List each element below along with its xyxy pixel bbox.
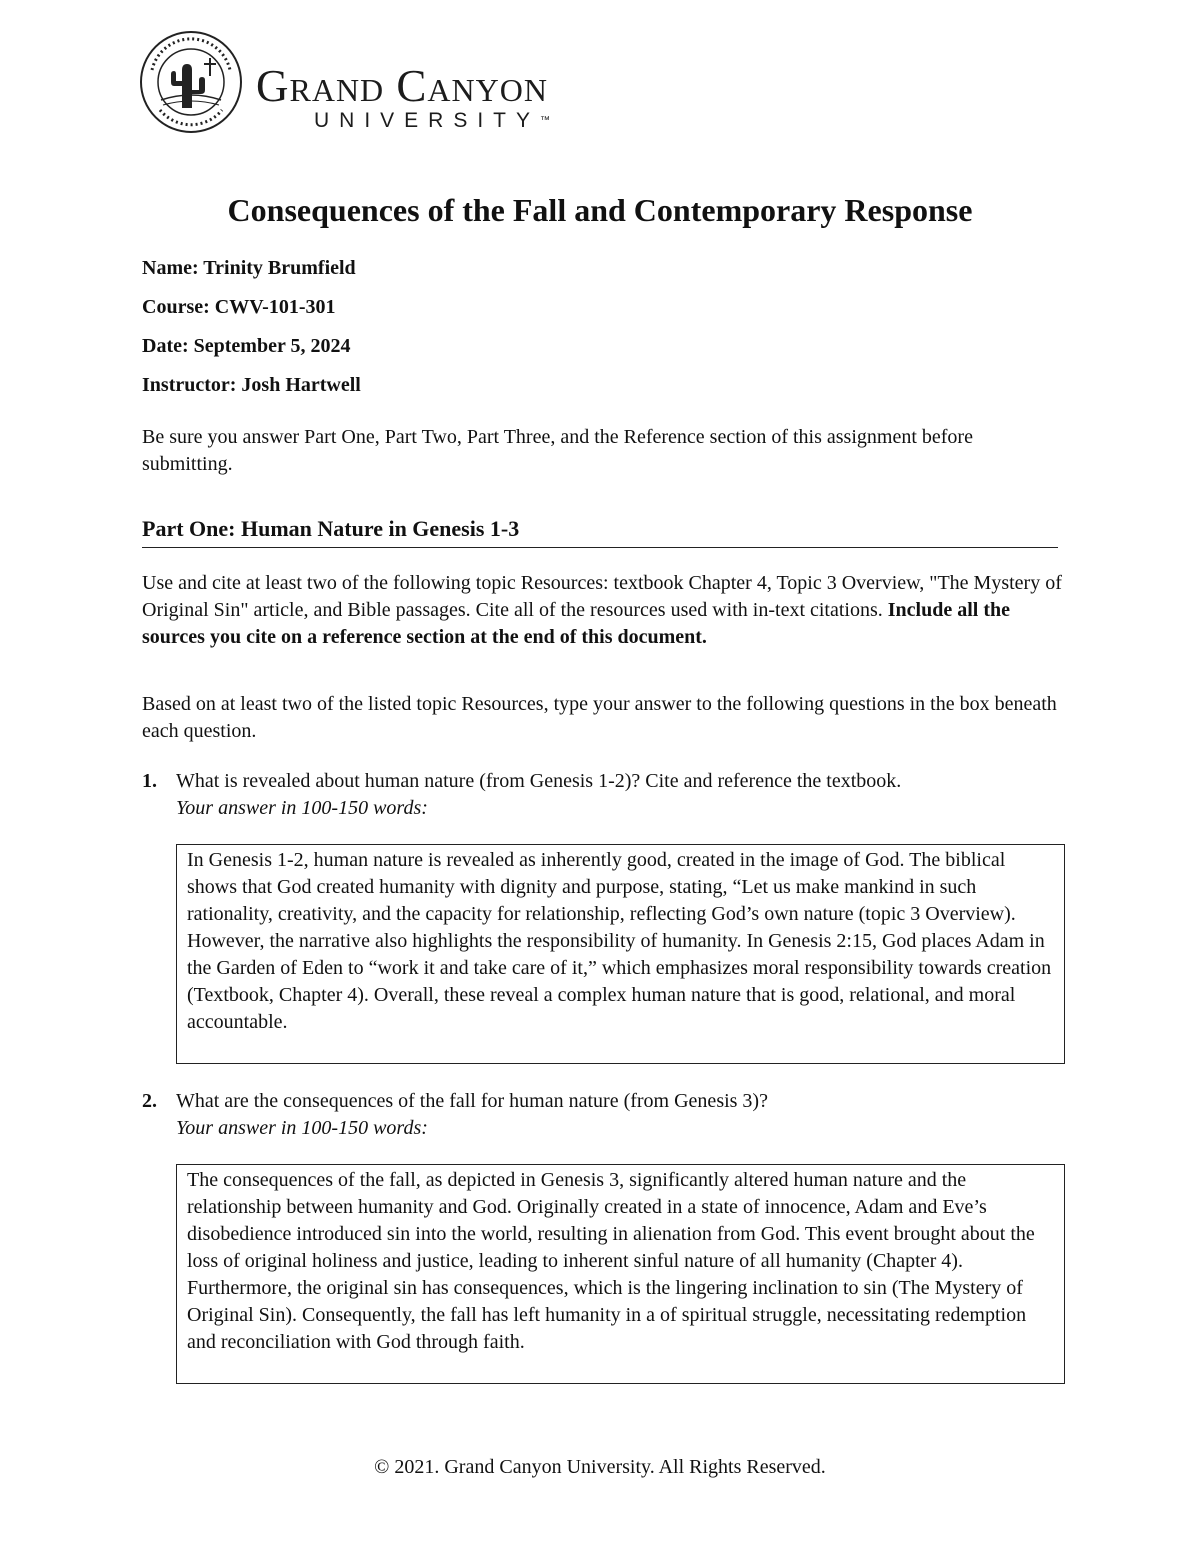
question-number: 1.: [142, 770, 157, 792]
assignment-instructions: Be sure you answer Part One, Part Two, Part Three, and the Reference section of this assignment before submitting.: [142, 426, 973, 475]
question-text: What are the consequences of the fall for human nature (from Genesis 3)?: [176, 1090, 768, 1112]
university-wordmark: [256, 61, 551, 134]
word-count-hint: Your answer in 100-150 words:: [176, 1117, 428, 1139]
resources-instructions-emphasis: Include all the sources you cite on a reference section at the end of this document.: [142, 599, 1011, 648]
student-info: [142, 255, 361, 411]
student-name: Name: Trinity Brumfield: [142, 257, 356, 279]
course-code: Course: CWV-101-301: [142, 296, 336, 318]
submission-date: Date: September 5, 2024: [142, 335, 351, 357]
university-name-line1: Grand Canyon: [256, 61, 548, 111]
document-title: Consequences of the Fall and Contemporary Response: [227, 192, 973, 228]
university-seal-icon: [138, 30, 244, 134]
question-number: 2.: [142, 1090, 157, 1112]
copyright-footer: © 2021. Grand Canyon University. All Rights Reserved.: [374, 1456, 826, 1478]
part-one-heading: Part One: Human Nature in Genesis 1-3: [142, 515, 1058, 548]
resources-instructions: [142, 570, 1062, 651]
word-count-hint: Your answer in 100-150 words:: [176, 797, 428, 819]
answer-instructions: Based on at least two of the listed topic Resources, type your answer to the following questions in the box beneath each question.: [142, 693, 1057, 742]
answer-box-1[interactable]: In Genesis 1-2, human nature is revealed as inherently good, created in the image of God. The biblical shows that God created humanity with dignity and purpose, stating, “Let us make mankind in such rationality, creativity, and the capacity for relationship, reflecting God’s own nature (topic 3 Overview). However, the narrative also highlights the responsibility of humanity. In Genesis 2:15, God places Adam in the Garden of Eden to “work it and take care of it,” which emphasizes moral responsibility towards creation (Textbook, Chapter 4). Overall, these reveal a complex human nature that is good, relational, and moral accountable.: [176, 844, 1065, 1064]
university-name-line2: [314, 108, 550, 134]
instructor-name: Instructor: Josh Hartwell: [142, 374, 361, 396]
resources-instructions-text: Use and cite at least two of the following topic Resources: textbook Chapter 4, Topic 3 Overview, "The Mystery of Original Sin" article, and Bible passages. Cite all of the resources used with in-text citations.: [142, 572, 1062, 621]
university-name-line2-text: UNIVERSITY: [314, 109, 541, 132]
university-logo: [138, 30, 638, 134]
trademark-symbol: ™: [540, 115, 551, 126]
question-text: What is revealed about human nature (from Genesis 1-2)? Cite and reference the textbook.: [176, 770, 902, 792]
answer-box-2[interactable]: The consequences of the fall, as depicted in Genesis 3, significantly altered human nature and the relationship between humanity and God. Originally created in a state of innocence, Adam and Eve’s disobedience introduced sin into the world, resulting in alienation from God. This event brought about the loss of original holiness and justice, leading to inherent sinful nature of all humanity (Chapter 4). Furthermore, the original sin has consequences, which is the lingering inclination to sin (The Mystery of Original Sin). Consequently, the fall has left humanity in a of spiritual struggle, necessitating redemption and reconciliation with God through faith.: [176, 1164, 1065, 1384]
